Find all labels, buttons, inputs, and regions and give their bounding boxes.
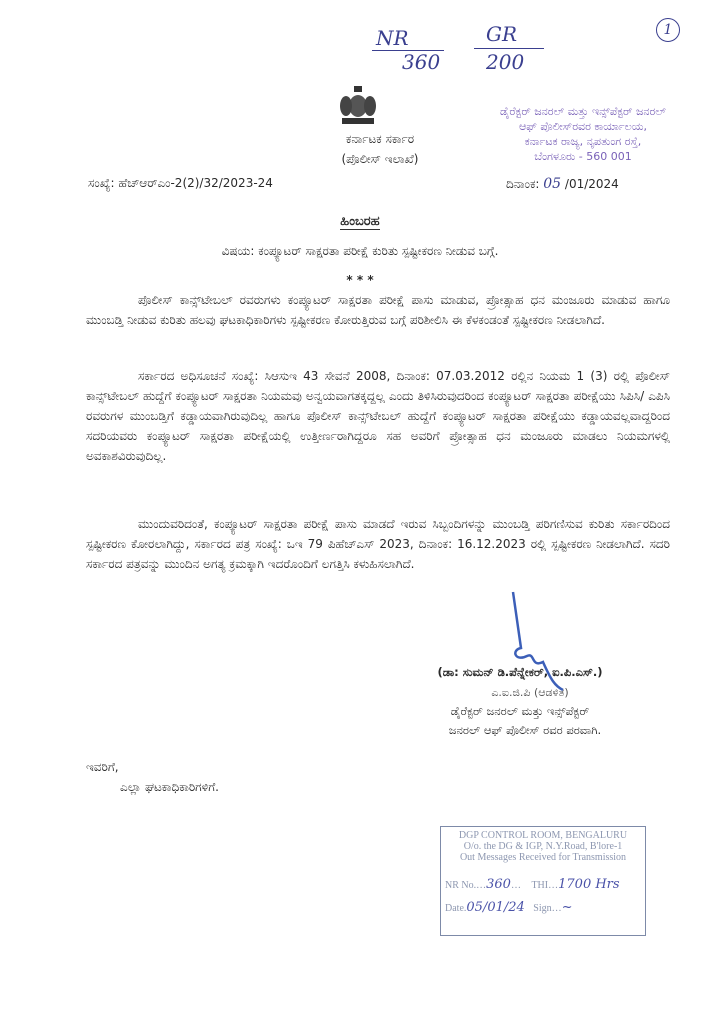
stamp-sign-label: Sign xyxy=(533,903,552,914)
department-name: (ಪೊಲೀಸ್ ಇಲಾಖೆ) xyxy=(341,152,419,166)
stamp-line: Out Messages Received for Transmission xyxy=(459,852,627,863)
government-name: ಕರ್ನಾಟಕ ಸರ್ಕಾರ xyxy=(345,132,415,146)
stamp-thi-label: THI xyxy=(531,880,549,891)
date-day: 05 xyxy=(543,176,562,192)
on-behalf-line-1: ಡೈರೆಕ್ಟರ್ ಜನರಲ್ ಮತ್ತು ಇನ್ಸ್‌ಪೆಕ್ಟರ್ xyxy=(450,704,590,718)
separator-stars: * * * xyxy=(346,273,374,287)
recipients: ಎಲ್ಲಾ ಘಟಕಾಧಿಕಾರಿಗಳಿಗೆ. xyxy=(120,780,219,794)
handwritten-signature xyxy=(505,590,575,700)
nr-value: 360 xyxy=(402,50,441,74)
signatory-name: (ಡಾ: ಸುಮನ್ ಡಿ.ಪೆನ್ನೇಕರ್, ಐ.ಪಿ.ಎಸ್.) xyxy=(437,665,603,679)
subject-line: ವಿಷಯ: ಕಂಪ್ಯೂಟರ್ ಸಾಕ್ಷರತಾ ಪರೀಕ್ಷೆ ಕುರಿತು ಸ್ಪಷ್ಟೀಕರಣ ನೀಡುವ ಬಗ್ಗೆ. xyxy=(221,244,499,258)
address-line: ಕರ್ನಾಟಕ ರಾಜ್ಯ, ನೃಪತುಂಗ ರಸ್ತೆ, xyxy=(524,135,642,148)
date-rest: /01/2024 xyxy=(564,177,619,191)
recipients-label: ಇವರಿಗೆ, xyxy=(86,760,119,774)
page-number-circle: 1 xyxy=(656,18,680,42)
gr-value: 200 xyxy=(486,50,525,74)
state-emblem-icon xyxy=(338,84,378,128)
stamp-date-label: Date xyxy=(445,903,464,914)
stamp-nr-value: 360 xyxy=(486,877,511,892)
paragraph-1: ಪೊಲೀಸ್ ಕಾನ್ಸ್‌ಟೇಬಲ್ ರವರುಗಳು ಕಂಪ್ಯೂಟರ್ ಸಾಕ್ಷರತಾ ಪರೀಕ್ಷೆ ಪಾಸು ಮಾಡುವ, ಪ್ರೋತ್ಸಾಹ ಧನ ಮಂಜೂರು ಮಾಡುವ ಹಾಗೂ ಮುಂಬಡ್ತಿ ನೀಡುವ ಕುರಿತು ಹಲವು ಘಟಕಾಧಿಕಾರಿಗಳು ಸ್ಪಷ್ಟೀಕರಣ ಕೋರುತ್ತಿರುವ ಬಗ್ಗೆ ಪರಿಶೀಲಿಸಿ ಈ ಕೆಳಕಂಡಂತೆ ಸ್ಪಷ್ಟೀಕರಣ ನೀಡಲಾಗಿದೆ. xyxy=(86,293,670,327)
stamp-line: O/o. the DG & IGP, N.Y.Road, B'lore-1 xyxy=(463,841,623,852)
stamp-date-value: 05/01/24 xyxy=(466,900,525,915)
office-address xyxy=(458,104,708,164)
on-behalf-line-2: ಜನರಲ್ ಆಫ್ ಪೊಲೀಸ್ ರವರ ಪರವಾಗಿ. xyxy=(448,723,602,737)
stamp-nr-label: NR No. xyxy=(445,880,477,891)
paragraph-3: ಮುಂದುವರಿದಂತೆ, ಕಂಪ್ಯೂಟರ್ ಸಾಕ್ಷರತಾ ಪರೀಕ್ಷೆ ಪಾಸು ಮಾಡದೆ ಇರುವ ಸಿಬ್ಬಂದಿಗಳನ್ನು ಮುಂಬಡ್ತಿ ಪರಿಗಣಿಸುವ ಕುರಿತು ಸರ್ಕಾರದಿಂದ ಸ್ಪಷ್ಟೀಕರಣ ಕೋರಲಾಗಿದ್ದು, ಸರ್ಕಾರದ ಪತ್ರ ಸಂಖ್ಯೆ: ಒಇ 79 ಪಿಹೆಚ್‌ಎಸ್ 2023, ದಿನಾಂಕ: 16.12.2023 ರಲ್ಲಿ ಸ್ಪಷ್ಟೀಕರಣ ನೀಡಲಾಗಿದೆ. ಸದರಿ ಸರ್ಕಾರದ ಪತ್ರವನ್ನು ಮುಂದಿನ ಅಗತ್ಯ ಕ್ರಮಕ್ಕಾಗಿ ಇದರೊಂದಿಗೆ ಲಗತ್ತಿಸಿ ಕಳುಹಿಸಲಾಗಿದೆ. xyxy=(86,517,670,571)
control-room-stamp: DGP CONTROL ROOM, BENGALURU O/o. the DG & IGP, N.Y.Road, B'lore-1 Out Messages Received for Transmission NR No.…360… THI…1700 Hrs Date.05/01/24 Sign…~ xyxy=(440,826,646,936)
gr-label: GR xyxy=(486,22,518,46)
nr-label: NR xyxy=(376,26,409,50)
reference-number: ಸಂಖ್ಯೆ: ಹೆಚ್‌ಆರ್‌ಎಂ-2(2)/32/2023-24 xyxy=(88,176,273,190)
signatory-designation: ಎ.ಐ.ಜಿ.ಪಿ (ಆಡಳಿತ) xyxy=(491,686,569,699)
address-line: ಬೆಂಗಳೂರು - 560 001 xyxy=(534,150,632,163)
address-line: ಡೈರೆಕ್ಟರ್ ಜನರಲ್ ಮತ್ತು ಇನ್ಸ್‌ಪೆಕ್ಟರ್ ಜನರಲ್ xyxy=(500,105,666,118)
stamp-thi-value: 1700 Hrs xyxy=(558,877,620,892)
stamp-signature: ~ xyxy=(561,900,573,915)
date-label: ದಿನಾಂಕ: xyxy=(506,177,540,191)
stamp-line: DGP CONTROL ROOM, BENGALURU xyxy=(458,830,628,841)
address-line: ಆಫ್ ಪೊಲೀಸ್‌ರವರ ಕಾರ್ಯಾಲಯ, xyxy=(518,120,648,133)
letter-date xyxy=(506,176,619,192)
divider xyxy=(474,48,544,49)
document-title: ಹಿಂಬರಹ xyxy=(340,214,380,229)
paragraph-2: ಸರ್ಕಾರದ ಅಧಿಸೂಚನೆ ಸಂಖ್ಯೆ: ಸಿಆಸುಇ 43 ಸೇವನೆ 2008, ದಿನಾಂಕ: 07.03.2012 ರಲ್ಲಿನ ನಿಯಮ 1 (3) ರಲ್ಲಿ ಪೊಲೀಸ್ ಕಾನ್ಸ್‌ಟೇಬಲ್ ಹುದ್ದೆಗೆ ಕಂಪ್ಯೂಟರ್ ಸಾಕ್ಷರತಾ ನಿಯಮವು ಅನ್ವಯವಾಗತಕ್ಕದ್ದಲ್ಲ ಎಂದು ತಿಳಿಸಿರುವುದರಿಂದ ಕಂಪ್ಯೂಟರ್ ಸಾಕ್ಷರತಾ ಪರೀಕ್ಷೆಯು ಸಿಪಿಸಿ/ ಎಪಿಸಿ ರವರುಗಳ ಮುಂಬಡ್ತಿಗೆ ಕಡ್ಡಾಯವಾಗಿರುವುದಿಲ್ಲ ಹಾಗೂ ಪೊಲೀಸ್ ಕಾನ್ಸ್‌ಟೇಬಲ್ ಹುದ್ದೆಗೆ ಕಂಪ್ಯೂಟರ್ ಸಾಕ್ಷರತಾ ಪರೀಕ್ಷೆಯು ಕಡ್ಡಾಯವಲ್ಲವಾದ್ದರಿಂದ ಸದರಿಯವರು ಕಂಪ್ಯೂಟರ್ ಸಾಕ್ಷರತಾ ಪರೀಕ್ಷೆಯಲ್ಲಿ ಉತ್ತೀರ್ಣರಾಗಿದ್ದರೂ ಸಹ ಅವರಿಗೆ ಪ್ರೋತ್ಸಾಹ ಧನ ಮಂಜೂರು ಮಾಡಲು ನಿಯಮಗಳಲ್ಲಿ ಅವಕಾಶವಿರುವುದಿಲ್ಲ. xyxy=(86,369,670,463)
